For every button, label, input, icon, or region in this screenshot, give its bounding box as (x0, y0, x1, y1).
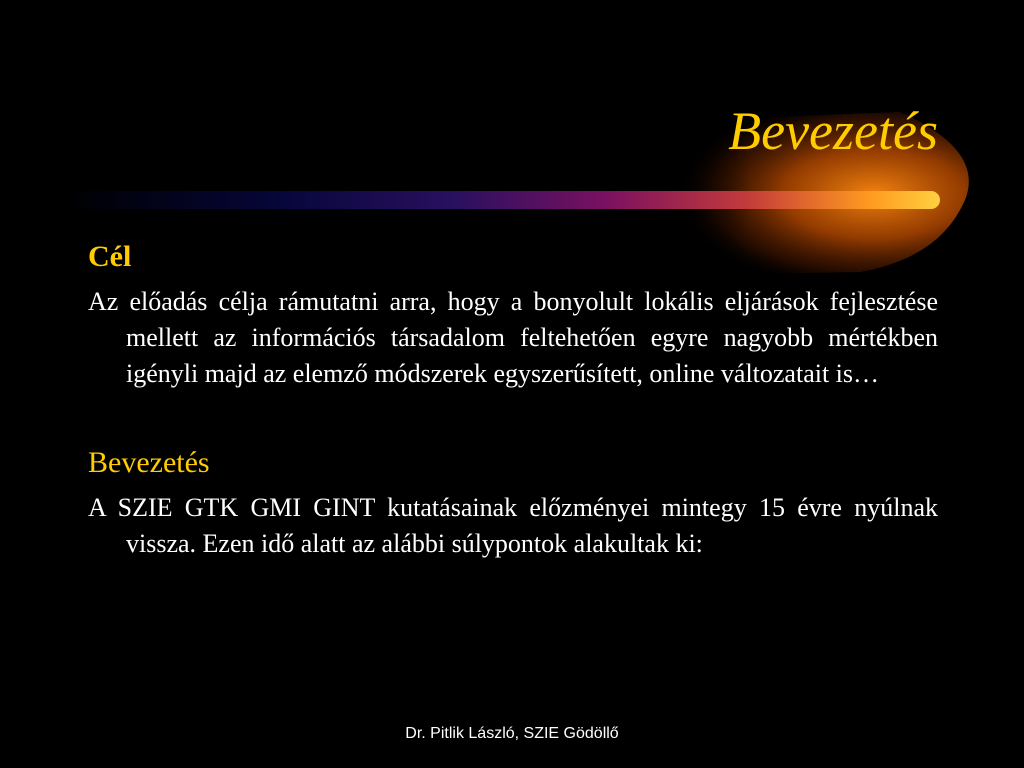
section-heading-bevezetes: Bevezetés (88, 446, 210, 479)
slide-footer: Dr. Pitlik László, SZIE Gödöllő (405, 725, 619, 742)
slide-content (88, 238, 938, 562)
section-text-bevezetes: A SZIE GTK GMI GINT kutatásainak előzményei mintegy 15 évre nyúlnak vissza. Ezen idő alatt az alábbi súlypontok alakultak ki: (88, 493, 938, 558)
beam-line (60, 191, 940, 209)
section-gap (88, 392, 938, 444)
section-heading-cel: Cél (88, 240, 132, 273)
section-text-cel: Az előadás célja rámutatni arra, hogy a bonyolult lokális eljárások fejlesztése mellett az információs társadalom feltehetően egyre nagyobb mértékben igényli majd az elemző módszerek egyszerűsített, online változatait is… (88, 287, 938, 388)
slide-title: Bevezetés (728, 101, 938, 161)
